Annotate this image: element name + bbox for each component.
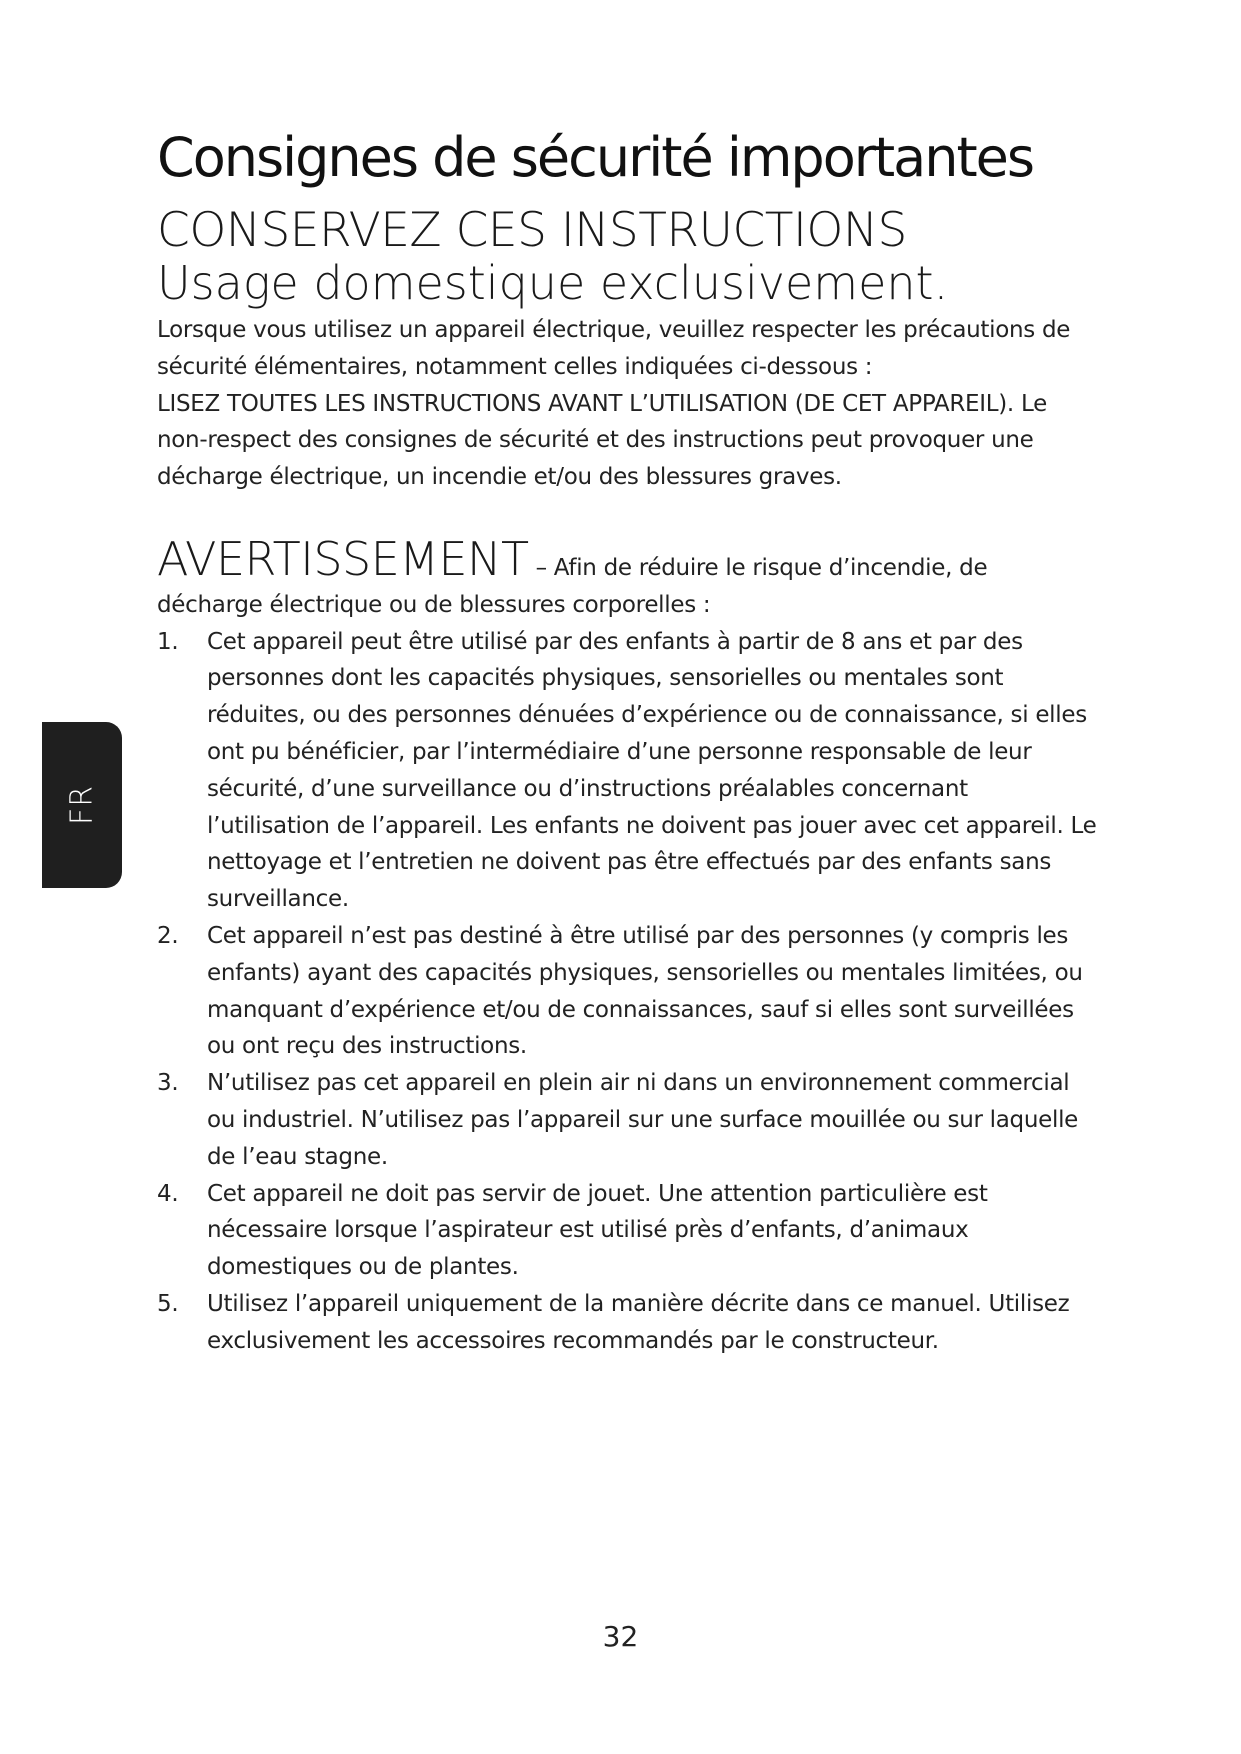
rules-list (157, 624, 1097, 1360)
list-item (157, 1065, 1097, 1175)
list-item (157, 624, 1097, 918)
page-number: 32 (602, 1620, 639, 1653)
list-item-text: N’utilisez pas cet appareil en plein air ni dans un environnement commercial ou industriel. N’utilisez pas l’appareil sur une surface mouillée ou sur laquelle de l’eau stagne. (207, 1070, 1079, 1170)
list-item (157, 1286, 1097, 1360)
list-item-number: 2. (157, 922, 179, 949)
list-item-text: Cet appareil ne doit pas servir de jouet. Une attention particulière est nécessaire lorsque l’aspirateur est utilisé près d’enfants, d’animaux domestiques ou de plantes. (207, 1180, 988, 1281)
intro-paragraph: Lorsque vous utilisez un appareil électrique, veuillez respecter les précautions de sécurité élémentaires, notamment celles indiquées ci-dessous : (157, 317, 1071, 380)
language-tab-label: FR (64, 784, 100, 826)
list-item-text: Cet appareil peut être utilisé par des enfants à partir de 8 ans et par des personnes dont les capacités physiques, sensorielles ou mentales sont réduites, ou des personnes dénuées d’expérience ou de connaissance, si elles ont pu bénéficier, par l’intermédiaire d’une personne responsable de leur sécurité, d’une surveillance ou d’instructions préalables concernant l’utilisation de l’appareil. Les enfants ne doivent pas jouer avec cet appareil. Le nettoyage et l’entretien ne doivent pas être effectués par des enfants sans surveillance. (207, 628, 1097, 913)
list-item-text: Utilisez l’appareil uniquement de la manière décrite dans ce manuel. Utilisez exclusivement les accessoires recommandés par le constructeur. (207, 1290, 1070, 1354)
warning-heading (157, 531, 1097, 624)
warning-text: – Afin de réduire le risque d’incendie, de décharge électrique ou de blessures corporelles : (157, 554, 988, 618)
list-item (157, 1176, 1097, 1286)
warning-section (157, 531, 1097, 1360)
list-item-text: Cet appareil n’est pas destiné à être utilisé par des personnes (y compris les enfants) ayant des capacités physiques, sensorielles ou mentales limitées, ou manquant d’expérience et/ou de connaissances, sauf si elles sont surveillées ou ont reçu des instructions. (207, 922, 1083, 1060)
list-item-number: 3. (157, 1070, 179, 1097)
list-item-number: 4. (157, 1180, 179, 1207)
list-item-number: 5. (157, 1290, 179, 1317)
list-item-number: 1. (157, 628, 179, 655)
page-subtitle: CONSERVEZ CES INSTRUCTIONS (157, 203, 907, 258)
usage-note: Usage domestique exclusivement. (157, 256, 949, 310)
language-tab (42, 722, 122, 888)
read-all-paragraph: LISEZ TOUTES LES INSTRUCTIONS AVANT L’UTILISATION (DE CET APPAREIL). Le non-respect des consignes de sécurité et des instructions peut provoquer une décharge électrique, un incendie et/ou des blessures graves. (157, 390, 1047, 491)
warning-word: AVERTISSEMENT (157, 531, 529, 586)
page-title: Consignes de sécurité importantes (157, 126, 1033, 189)
document-page (157, 118, 1097, 1360)
list-item (157, 918, 1097, 1065)
